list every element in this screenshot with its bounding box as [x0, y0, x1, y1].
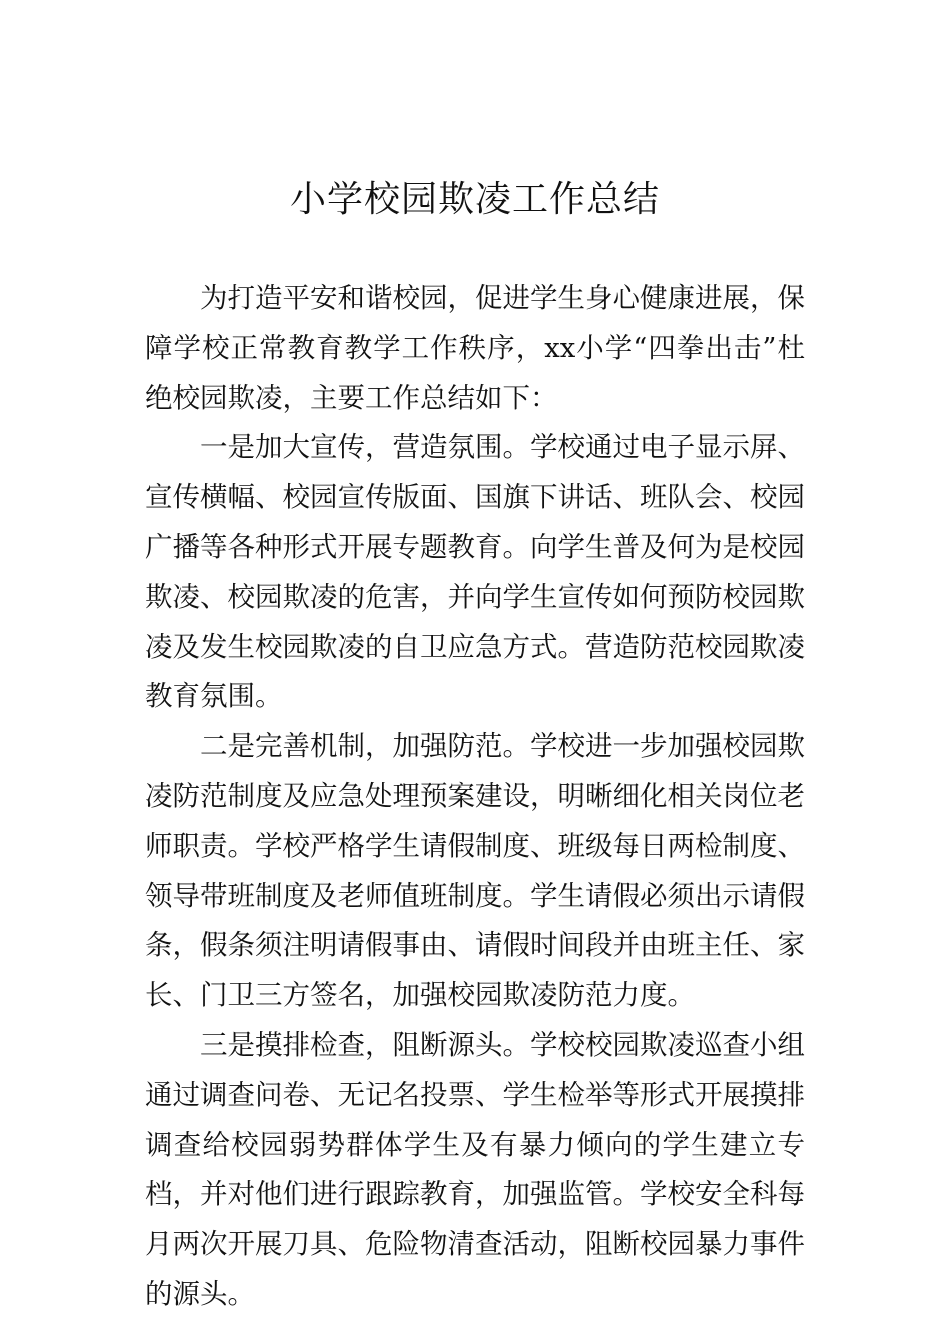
paragraph-intro: 为打造平安和谐校园，促进学生身心健康进展，保障学校正常教育教学工作秩序，xx小学“四拳出击”杜绝校园欺凌，主要工作总结如下： — [145, 282, 805, 414]
paragraph-inspection: 三是摸排检查，阻断源头。学校校园欺凌巡查小组通过调查问卷、无记名投票、学生检举等形式开展摸排调查给校园弱势群体学生及有暴力倾向的学生建立专档，并对他们进行跟踪教育，加强监管。学校安全科每月两次开展刀具、危险物清查活动，阻断校园暴力事件的源头。 — [145, 1028, 805, 1310]
paragraph-publicity: 一是加大宣传，营造氛围。学校通过电子显示屏、宣传横幅、校园宣传版面、国旗下讲话、班队会、校园广播等各种形式开展专题教育。向学生普及何为是校园欺凌、校园欺凌的危害，并向学生宣传如何预防校园欺凌及发生校园欺凌的自卫应急方式。营造防范校园欺凌教育氛围。 — [145, 431, 805, 713]
document-body — [145, 274, 805, 1320]
paragraph-mechanism: 二是完善机制，加强防范。学校进一步加强校园欺凌防范制度及应急处理预案建设，明晰细化相关岗位老师职责。学校严格学生请假制度、班级每日两检制度、领导带班制度及老师值班制度。学生请假必须出示请假条，假条须注明请假事由、请假时间段并由班主任、家长、门卫三方签名，加强校园欺凌防范力度。 — [145, 730, 805, 1012]
document-title: 小学校园欺凌工作总结 — [289, 179, 660, 220]
